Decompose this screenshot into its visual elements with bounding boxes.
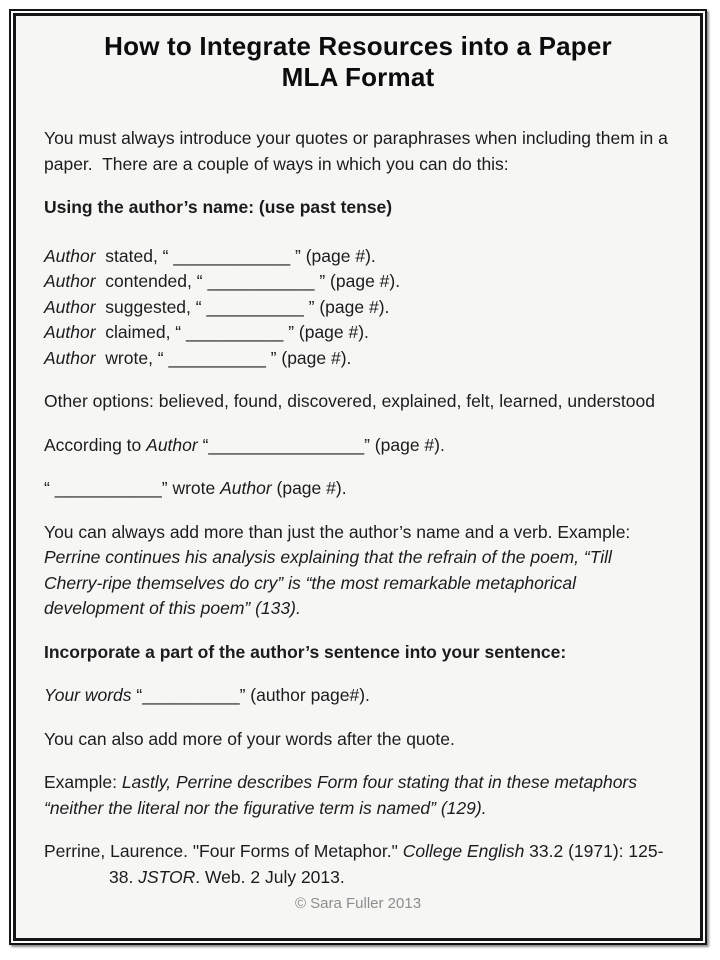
add-more-example-paragraph: You can always add more than just the author’s name and a verb. Example: Perrine continues his analysis explaining that the refrain of the poem, “Till Cherry-ripe themselves do cry” is “the most remarkable metaphorical development of this poem” (133).	[44, 521, 636, 618]
title-line-1: How to Integrate Resources into a Paper	[104, 31, 612, 61]
page-frame-inner	[13, 13, 703, 941]
template-line-contended: Author contended, “ ___________ ” (page #).	[44, 271, 401, 291]
template-line-suggested: Author suggested, “ __________ ” (page #).	[44, 296, 390, 317]
according-to-template: According to Author “________________” (page #).	[44, 434, 445, 455]
page-title	[44, 31, 672, 93]
other-options-paragraph: Other options: believed, found, discovered, explained, felt, learned, understood	[44, 391, 655, 411]
your-words-template: Your words “__________” (author page#).	[44, 685, 370, 705]
template-line-wrote: Author wrote, “ __________ ” (page #).	[44, 347, 352, 368]
add-words-note: You can also add more of your words after the quote.	[44, 728, 455, 749]
title-line-2: MLA Format	[281, 62, 435, 92]
copyright-footer: © Sara Fuller 2013	[294, 895, 422, 912]
page-frame-outer	[9, 9, 707, 945]
template-line-claimed: Author claimed, “ __________ ” (page #).	[44, 322, 369, 342]
quote-first-template: “ ___________” wrote Author (page #).	[44, 478, 347, 498]
second-example-paragraph: Example: Lastly, Perrine describes Form four stating that in these metaphors “neither the literal nor the figurative term is named” (129).	[44, 772, 642, 818]
section-heading-incorporate: Incorporate a part of the author’s sentence into your sentence:	[44, 641, 567, 662]
template-line-stated: Author stated, “ ____________ ” (page #).	[44, 245, 376, 266]
works-cited-entry: Perrine, Laurence. "Four Forms of Metaphor." College English 33.2 (1971): 125-38. JSTOR. Web. 2 July 2013.	[44, 841, 664, 887]
intro-paragraph: You must always introduce your quotes or paraphrases when including them in a paper. There are a couple of ways in which you can do this:	[44, 128, 673, 174]
section-heading-author-name: Using the author’s name: (use past tense)	[44, 197, 393, 217]
